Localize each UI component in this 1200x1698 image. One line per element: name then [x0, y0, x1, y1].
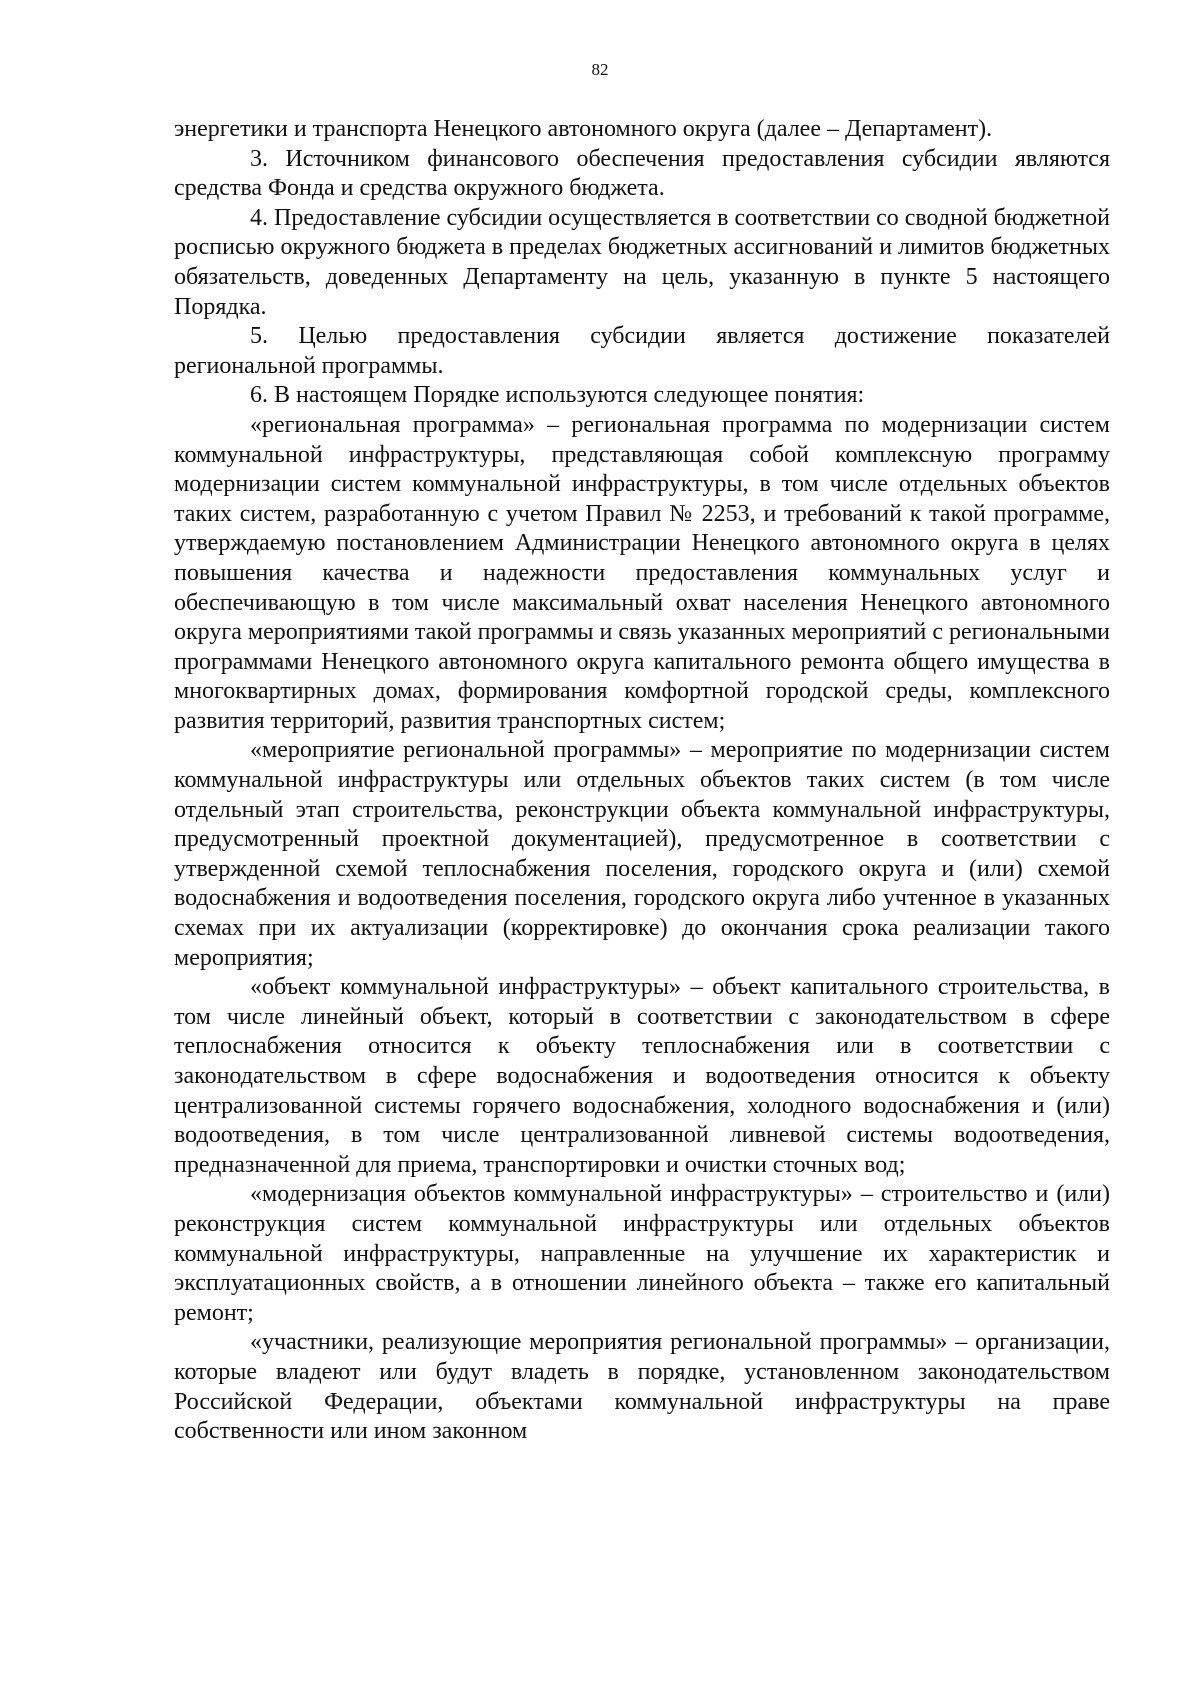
paragraph: 3. Источником финансового обеспечения предоставления субсидии являются средства Фонда и средства окружного бюджета. — [174, 145, 1110, 202]
page-number: 82 — [591, 60, 609, 79]
paragraph: «мероприятие региональной программы» – мероприятие по модернизации систем коммунальной инфраструктуры или отдельных объектов таких систем (в том числе отдельный этап строительства, реконструкции объекта коммунальной инфраструктуры, предусмотренный проектной документацией), предусмотренное в соответствии с утвержденной схемой теплоснабжения поселения, городского округа и (или) схемой водоснабжения и водоотведения поселения, городского округа либо учтенное в указанных схемах при их актуализации (корректировке) до окончания срока реализации такого мероприятия; — [174, 737, 1110, 971]
paragraph: «региональная программа» – региональная программа по модернизации систем коммунальной инфраструктуры, представляющая собой комплексную программу модернизации систем коммунальной инфраструктуры, в том числе отдельных объектов таких систем, разработанную с учетом Правил № 2253, и требований к такой программе, утверждаемую постановлением Администрации Ненецкого автономного округа в целях повышения качества и надежности предоставления коммунальных услуг и обеспечивающую в том числе максимальный охват населения Ненецкого автономного округа мероприятиями такой программы и связь указанных мероприятий с региональными программами Ненецкого автономного округа капитального ремонта общего имущества в многоквартирных домах, формирования комфортной городской среды, комплексного развития территорий, развития транспортных систем; — [174, 411, 1110, 734]
paragraph: 5. Целью предоставления субсидии является достижение показателей региональной программы. — [174, 323, 1110, 379]
paragraph: 4. Предоставление субсидии осуществляется в соответствии со сводной бюджетной росписью окружного бюджета в пределах бюджетных ассигнований и лимитов бюджетных обязательств, доведенных Департаменту на цель, указанную в пункте 5 настоящего Порядка. — [174, 204, 1110, 320]
paragraph: «объект коммунальной инфраструктуры» – объект капитального строительства, в том числе линейный объект, который в соответствии с законодательством в сфере теплоснабжения относится к объекту теплоснабжения или в соответствии с законодательством в сфере водоснабжения и водоотведения относится к объекту централизованной системы горячего водоснабжения, холодного водоснабжения и (или) водоотведения, в том числе централизованной ливневой системы водоотведения, предназначенной для приема, транспортировки и очистки сточных вод; — [174, 974, 1110, 1178]
document-body — [174, 115, 1110, 1447]
paragraph: энергетики и транспорта Ненецкого автономного округа (далее – Департамент). — [174, 116, 993, 142]
paragraph: 6. В настоящем Порядке используются следующее понятия: — [250, 382, 865, 409]
paragraph: «участники, реализующие мероприятия региональной программы» – организации, которые владеют или будут владеть в порядке, установленном законодательством Российской Федерации, объектами коммунальной инфраструктуры на праве собственности или ином законном — [174, 1329, 1110, 1445]
paragraph: «модернизация объектов коммунальной инфраструктуры» – строительство и (или) реконструкция систем коммунальной инфраструктуры или отдельных объектов коммунальной инфраструктуры, направленные на улучшение их характеристик и эксплуатационных свойств, а в отношении линейного объекта – также его капитальный ремонт; — [174, 1181, 1110, 1326]
